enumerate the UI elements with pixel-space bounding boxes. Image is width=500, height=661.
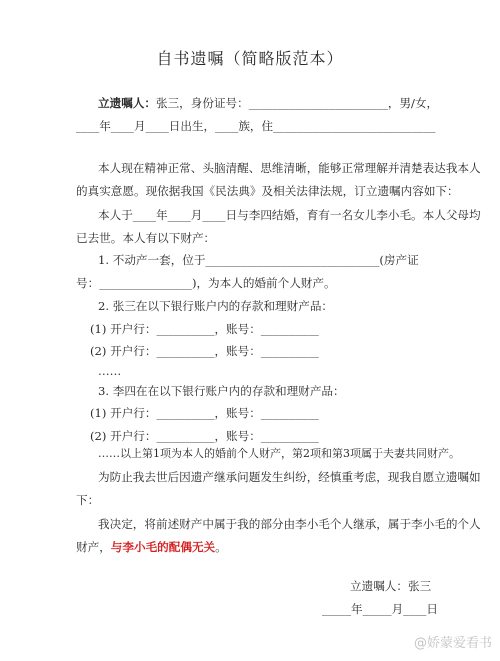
highlighted-clause: 与李小毛的配偶无关 bbox=[110, 540, 216, 554]
paragraph-2-line-1: 本人于____年____月____日与李四结婚，育有一名女儿李小毛。本人父母均 bbox=[98, 208, 481, 222]
item-2-account-1: (1) 开户行：__________，账号：__________ bbox=[90, 322, 319, 336]
item-2-account-2: (2) 开户行：__________，账号：__________ bbox=[90, 344, 319, 358]
property-note: ……以上第1项为本人的婚前个人财产，第2项和第3项属于夫妻共同财产。 bbox=[98, 447, 460, 460]
signature-date: _____年_____月____日 bbox=[322, 602, 438, 616]
item-1-line-2: 号：________________)，为本人的婚前个人财产。 bbox=[76, 276, 336, 290]
paragraph-4-end: 。 bbox=[215, 540, 227, 554]
testator-line-1 bbox=[98, 95, 438, 111]
item-3-account-1: (1) 开户行：__________，账号：__________ bbox=[90, 406, 319, 420]
item-3-heading: 3. 李四在在以下银行账户内的存款和理财产品： bbox=[98, 384, 345, 398]
paragraph-1-line-2: 的真实意愿。现依据我国《民法典》及相关法律法规，订立遗嘱内容如下： bbox=[76, 184, 459, 198]
item-1-line-1: 1. 不动产一套，位于______________________________(房产证 bbox=[98, 253, 419, 267]
paragraph-4-line-2 bbox=[76, 539, 227, 555]
document-title: 自书遗嘱（简略版范本） bbox=[156, 49, 344, 68]
paragraph-3-line-2: 下： bbox=[76, 493, 100, 507]
item-3-account-2: (2) 开户行：__________，账号：__________ bbox=[90, 429, 319, 443]
watermark: @娇蒙爱看书 bbox=[413, 636, 492, 651]
testator-label: 立遗嘱人： bbox=[98, 96, 156, 110]
paragraph-4-start: 财产， bbox=[76, 540, 111, 554]
paragraph-1-line-1: 本人现在精神正常、头脑清醒、思维清晰，能够正常理解并清楚表达我本人 bbox=[98, 161, 481, 175]
signature-label: 立遗嘱人：张三 bbox=[350, 579, 432, 593]
ellipsis: …… bbox=[98, 364, 122, 378]
testator-line-2: ____年____月____日出生，____族，住____________________________ bbox=[76, 119, 436, 133]
testator-info: 张三，身份证号：________________________，男/女， bbox=[155, 96, 439, 110]
item-2-heading: 2. 张三在以下银行账户内的存款和理财产品： bbox=[98, 299, 334, 313]
paragraph-4-line-1: 我决定，将前述财产中属于我的部分由李小毛个人继承，属于李小毛的个人 bbox=[98, 517, 481, 531]
paragraph-2-line-2: 已去世。本人有以下财产： bbox=[76, 231, 216, 245]
paragraph-3-line-1: 为防止我去世后因遗产继承问题发生纠纷，经慎重考虑，现我自愿立遗嘱如 bbox=[98, 470, 481, 484]
